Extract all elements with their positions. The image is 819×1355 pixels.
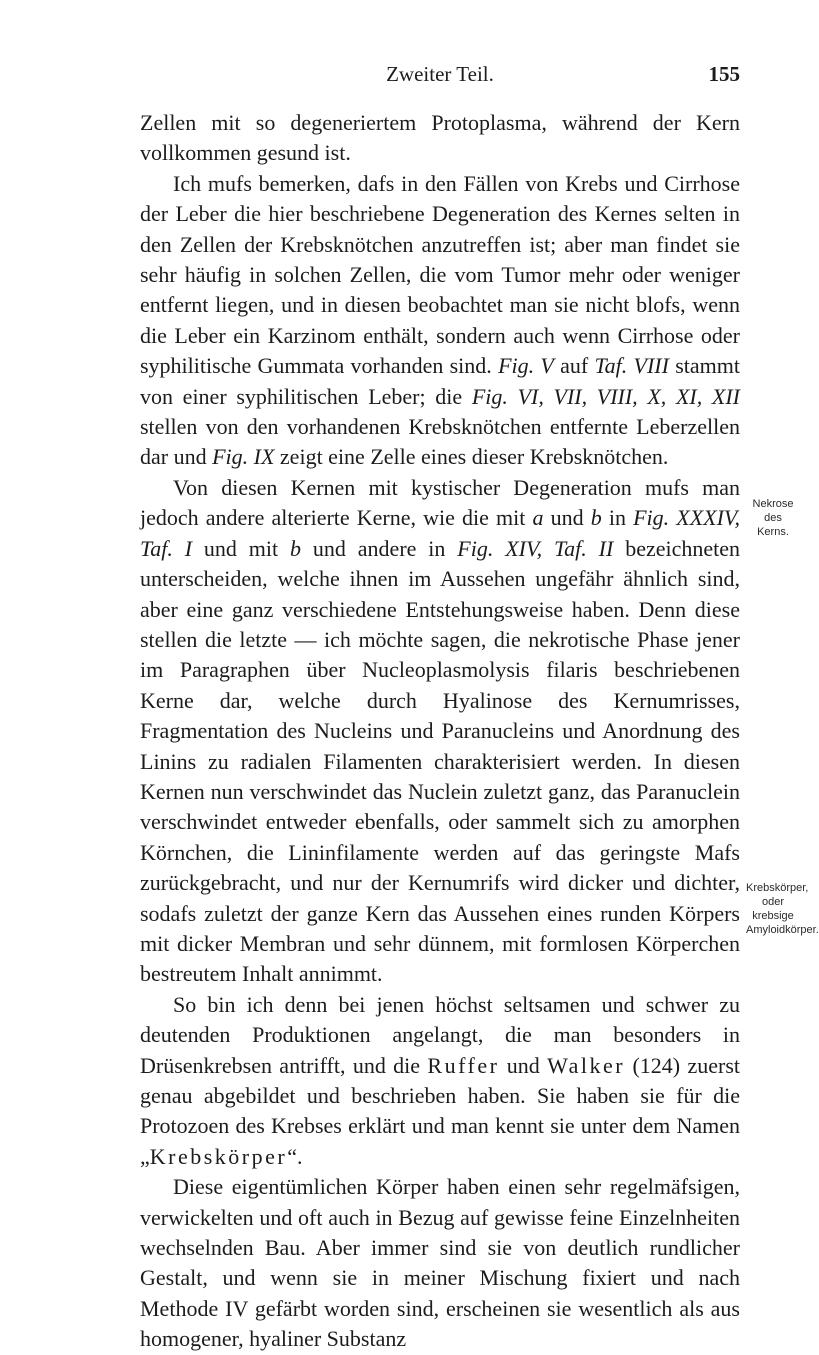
text-segment: bezeichneten unterscheiden, welche ihnen im Aussehen ungefähr ähnlich sind, aber eine ganz verschiedene Entstehungsweise haben. Denn diese stellen die letzte — ich möchte sagen, die nekrotische Phase jener im Paragraphen über Nucleoplasmolysis filaris beschriebenen Kerne dar, welche durch Hyalinose des Kernumrisses, Fragmentation des Nucleins und Paranucleins und Anordnung des Linins zu radialen Filamenten charakterisiert werden. In diesen Kernen nun verschwindet das Nuclein zuletzt ganz, das Paranuclein verschwindet entweder ebenfalls, oder sammelt sich zu amorphen Körnchen, die Lininfilamente werden auf das geringste Mafs zurückgebracht, und nur der Kernumrifs wird dicker und dichter, sodafs zuletzt der ganze Kern das Aussehen eines runden Körpers mit dicker Membran und sehr dünnem, mit formlosen Körperchen bestreutem Inhalt annimmt. [140,535,741,987]
text-segment: Zellen mit so degeneriertem Protoplasma, während der Kern vollkommen gesund ist. [140,110,740,166]
margin-note-krebskoerper: Krebskörper, oder krebsige Amyloidkörper. [746,882,819,936]
text-segment: Ruffer [427,1052,500,1078]
text-segment: stellen von den vorhandenen Krebsknötchen entfernte Leberzellen dar und [140,414,740,470]
text-segment: Taf. VIII [594,353,669,379]
text-segment: Fig. XIV, Taf. II [457,535,614,561]
text-segment: auf [553,353,595,379]
page-header [140,62,740,92]
text-segment: Fig. XXXIV, Taf. I [140,505,741,561]
text-segment: a [532,505,544,531]
text-segment: Fig. V [498,353,554,379]
text-segment: Diese eigentümlichen Körper haben einen sehr regelmäfsigen, verwickelten und oft auch in Bezug auf gewisse feine Einzelnheiten wechselnden Bau. Aber immer sind sie von deutlich rundlicher Gestalt, und wenn sie in meiner Mischung fixiert und nach Methode IV gefärbt worden sind, erscheinen sie wesentlich als aus homogener, hyaliner Substanz [140,1174,740,1352]
text-segment: und [499,1052,548,1078]
page-number: 155 [708,62,740,86]
text-segment: und andere in [301,535,458,561]
text-segment: und [543,505,591,531]
paragraph-p2 [140,169,740,473]
text-segment: Von diesen Kernen mit kystischer Degeneration mufs man jedoch andere alterierte Kerne, wie die mit [140,474,740,531]
text-segment: Fig. VI, VII, VIII, X, XI, XII [471,383,741,409]
margin-note-nekrose: Nekrose des Kerns. [752,498,794,538]
paragraph-p3 [140,473,740,990]
paragraph-p5 [140,1172,740,1354]
text-segment: Fig. IX [212,444,275,470]
text-segment: Krebskörper [149,1143,288,1169]
text-segment: in [601,505,634,531]
text-segment: b [290,535,302,561]
body-text [140,108,740,1355]
paragraph-p4 [140,990,740,1172]
text-segment: stammt von einer syphilitischen Leber; die [140,353,741,409]
text-segment: zeigt eine Zelle eines dieser Krebsknötchen. [274,444,669,470]
text-segment: b [590,505,602,531]
text-segment: Ich mufs bemerken, dafs in den Fällen von Krebs und Cirrhose der Leber die hier beschriebene Degeneration des Kernes selten in den Zellen der Krebsknötchen anzutreffen ist; aber man findet sie sehr häufig in solchen Zellen, die vom Tumor mehr oder weniger entfernt liegen, und in diesen beobachtet man sie nicht blofs, wenn die Leber ein Karzinom enthält, sondern auch wenn Cirrhose oder syphilitische Gummata vorhanden sind. [140,170,740,379]
text-segment: Walker [547,1052,626,1078]
running-title: Zweiter Teil. [386,62,494,86]
text-segment: So bin ich denn bei jenen höchst seltsamen und schwer zu deutenden Produktionen angelangt, die man besonders in Drüsenkrebsen antrifft, und die [140,991,740,1078]
text-segment: (124) zuerst genau abgebildet und beschrieben haben. Sie haben sie für die Protozoen des Krebses erklärt und man kennt sie unter dem Namen „ [140,1052,740,1169]
paragraph-p1 [140,108,740,169]
text-segment: und mit [192,535,291,561]
text-segment: “. [287,1143,303,1169]
